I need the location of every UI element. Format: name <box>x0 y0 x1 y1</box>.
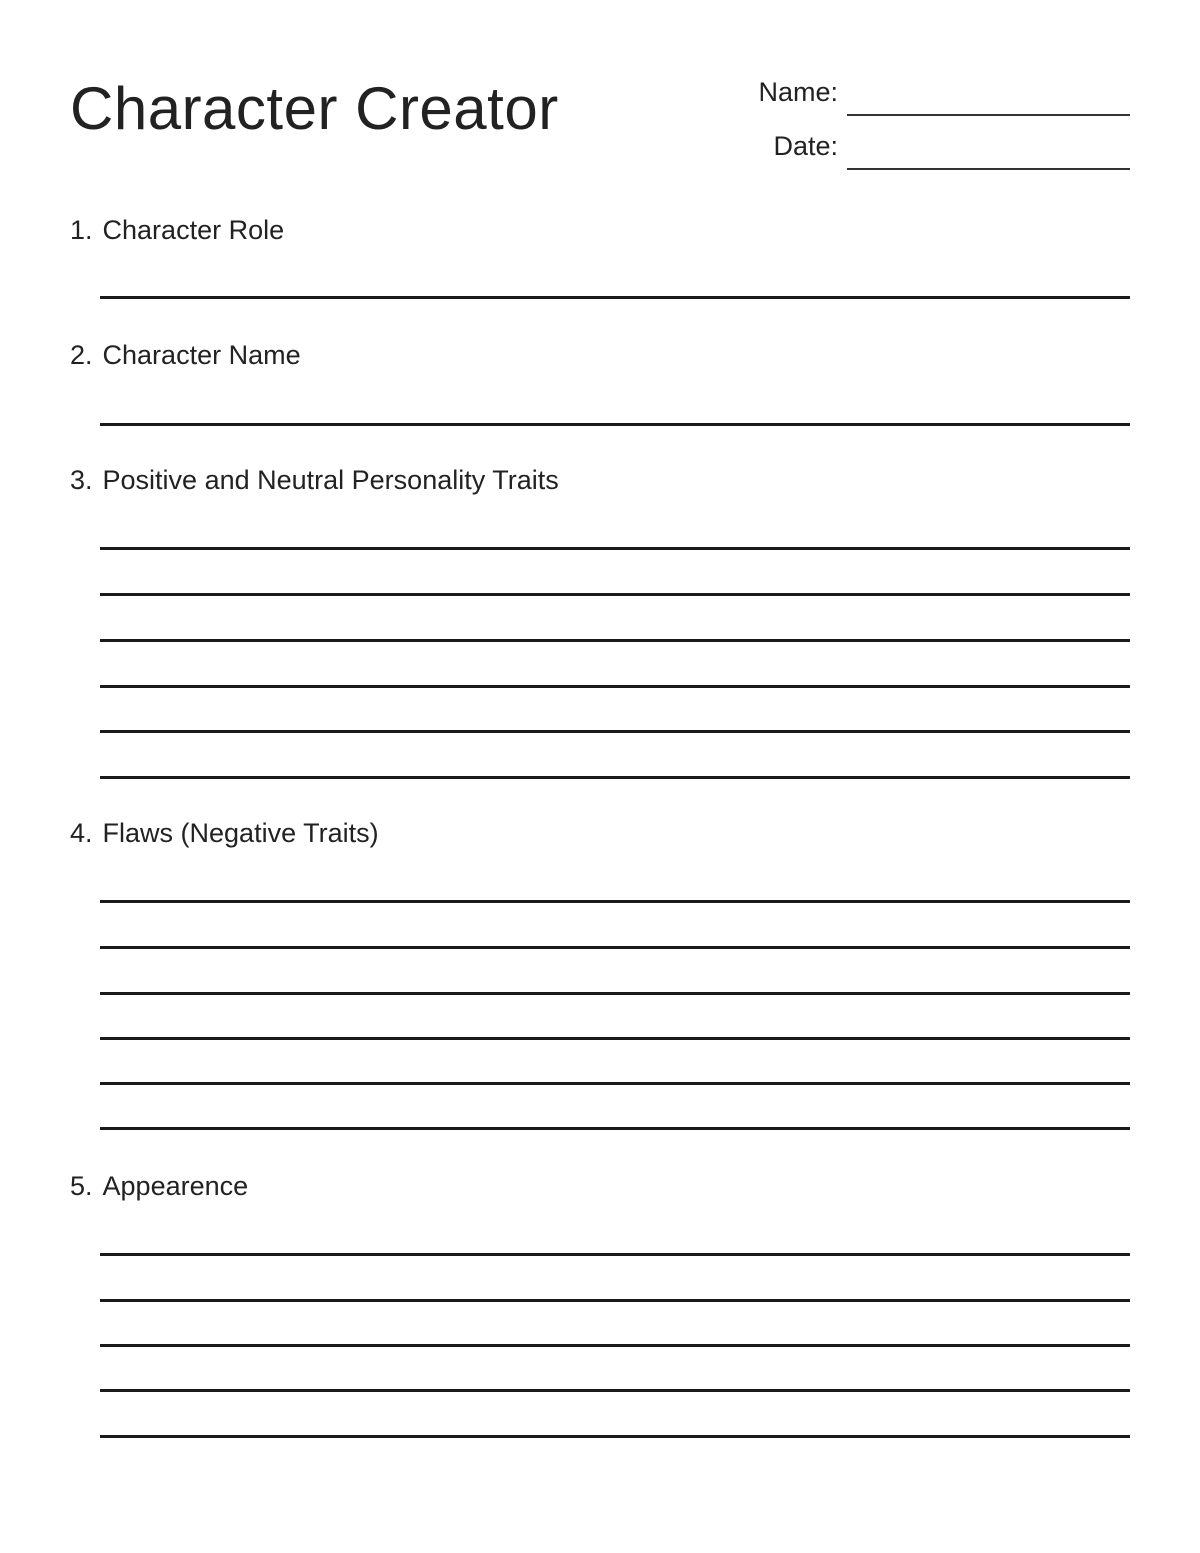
date-label: Date: <box>773 131 838 161</box>
writing-line[interactable] <box>100 593 1130 596</box>
writing-line[interactable] <box>100 776 1130 779</box>
writing-line[interactable] <box>100 730 1130 733</box>
section-heading-appearance <box>70 1170 248 1202</box>
section-label: Character Name <box>102 340 301 370</box>
section-heading-personality-traits <box>70 464 559 496</box>
writing-line[interactable] <box>100 1037 1130 1040</box>
writing-line[interactable] <box>100 1253 1130 1256</box>
writing-line[interactable] <box>100 1344 1130 1347</box>
writing-line[interactable] <box>100 1082 1130 1085</box>
section-number: 3. <box>70 465 93 495</box>
writing-line[interactable] <box>100 547 1130 550</box>
section-heading-flaws <box>70 817 379 849</box>
writing-line[interactable] <box>100 296 1130 299</box>
section-number: 5. <box>70 1171 93 1201</box>
section-number: 1. <box>70 215 93 245</box>
section-label: Flaws (Negative Traits) <box>102 818 379 848</box>
writing-line[interactable] <box>100 1127 1130 1130</box>
section-number: 2. <box>70 340 93 370</box>
writing-line[interactable] <box>100 1299 1130 1302</box>
writing-line[interactable] <box>100 1435 1130 1438</box>
section-heading-character-name <box>70 339 301 371</box>
name-field-line[interactable] <box>847 114 1130 116</box>
writing-line[interactable] <box>100 992 1130 995</box>
section-heading-character-role <box>70 214 284 246</box>
date-field-line[interactable] <box>847 168 1130 170</box>
section-number: 4. <box>70 818 93 848</box>
writing-line[interactable] <box>100 946 1130 949</box>
section-label: Positive and Neutral Personality Traits <box>102 465 559 495</box>
writing-line[interactable] <box>100 639 1130 642</box>
writing-line[interactable] <box>100 423 1130 426</box>
writing-line[interactable] <box>100 1389 1130 1392</box>
name-label: Name: <box>758 77 838 107</box>
section-label: Character Role <box>102 215 285 245</box>
writing-line[interactable] <box>100 685 1130 688</box>
page-title: Character Creator <box>70 75 559 142</box>
writing-line[interactable] <box>100 900 1130 903</box>
section-label: Appearence <box>102 1171 249 1201</box>
